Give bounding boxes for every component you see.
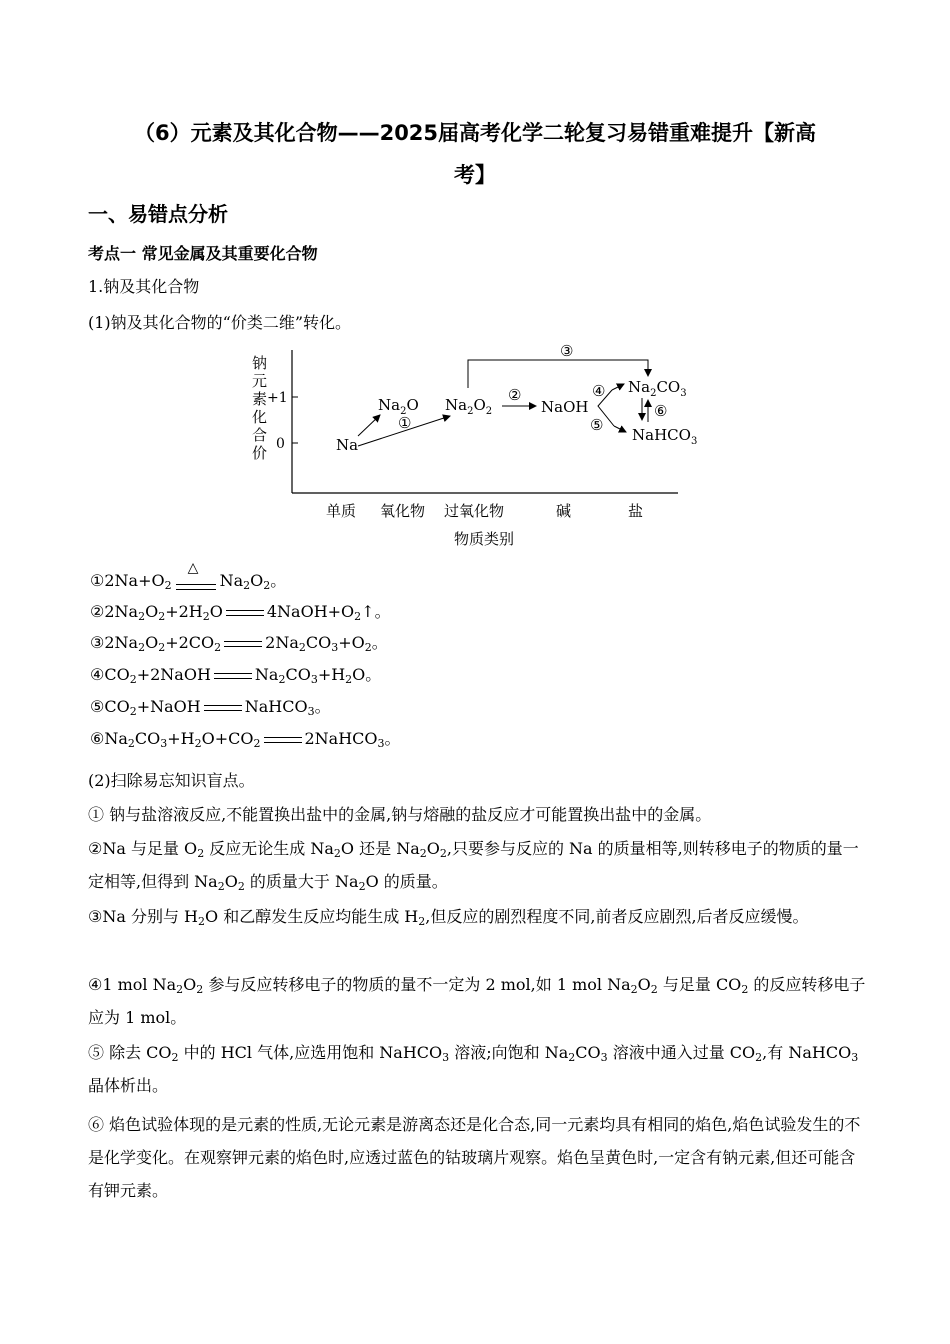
step-2: ② [508,386,522,404]
svg-text:钠元素化合价 [252,354,267,462]
subheading-valence-diagram: (1)钠及其化合物的“价类二维”转化。 [88,313,352,332]
section-heading: 一、易错点分析 [88,202,228,226]
tick-plus1: +1 [267,390,288,406]
valence-class-diagram [240,340,720,555]
note-2: ②Na 与足量 $O_2$ 反应无论生成 $Na_2O$ 还是 $Na_2O_2$,只要参与反应的 Na 的质量相等,则转移电子的物质的量一定相等,但得到 $Na_2O_2$ 的质量大于 $Na_2O$ 的质量。 [88,839,859,893]
category-label: 氧化物 [380,502,426,520]
note-5: ⑤ 除去 $CO_2$ 中的 HCl 气体,应选用饱和 NaHCO$_3$ 溶液;向饱和 $Na_2CO_3$ 溶液中通入过量 $CO_2$,有 NaHCO$_3$ 晶体析出。 [88,1043,859,1095]
equation-6: $⑥Na_2CO_3+H_2O+CO_2$ 2NaHCO$_3$。 [90,729,401,750]
step-5: ⑤ [590,416,604,434]
y-axis-label-char: 钠 [252,354,268,372]
note-4: ④1 mol $Na_2O_2$ 参与反应转移电子的物质的量不一定为 2 mol,如 1 mol $Na_2O_2$ 与足量 $CO_2$ 的反应转移电子应为 1 mol。 [88,975,866,1027]
equation-3: $③2Na_2O_2+2CO_2$ $2Na_2CO_3+O_2$。 [90,633,388,654]
step-1: ① [398,414,412,432]
category-label: 过氧化物 [444,502,505,520]
equation-5: $⑤CO_2+NaOH$ NaHCO$_3$。 [90,697,331,718]
y-axis-label-char: 合 [252,426,268,444]
species-na2o: $Na_2O$ [378,396,419,417]
step-6: ⑥ [654,402,668,420]
note-1: ① 钠与盐溶液反应,不能置换出盐中的金属,钠与熔融的盐反应才可能置换出盐中的金属。 [88,805,712,824]
y-axis-label-char: 素 [252,390,268,408]
point-heading: 考点一 常见金属及其重要化合物 [88,244,318,263]
equation-1: $①2Na+O_2$ △ $Na_2O_2$。 [90,559,287,592]
category-label: 盐 [628,502,644,520]
note-3: ③Na 分别与 $H_2O$ 和乙醇发生反应均能生成 $H_2$,但反应的剧烈程度不同,前者反应剧烈,后者反应缓慢。 [88,907,809,928]
species-na2o2: $Na_2O_2$ [445,396,493,417]
species-naoh: NaOH [541,398,589,416]
step-4: ④ [592,382,606,400]
species-nahco3: NaHCO$_3$ [632,426,698,447]
category-label: 碱 [556,502,572,520]
tick-zero: 0 [276,436,285,452]
species-na2co3: $Na_2CO_3$ [628,378,687,399]
subheading-sodium: 1.钠及其化合物 [88,277,200,296]
category-label: 单质 [326,502,357,520]
y-axis-label-char: 价 [252,444,268,462]
y-axis-label-char: 化 [252,408,268,426]
equation-4: $④CO_2+2NaOH$ $Na_2CO_3+H_2O$。 [90,665,382,686]
document-title: （6）元素及其化合物——2025届高考化学二轮复习易错重难提升【新高 考】 [133,121,817,187]
y-axis-label [252,354,267,462]
equation-2: $②2Na_2O_2+2H_2O$ $4NaOH+O_2↑$。 [90,602,391,623]
arrow-na2o2-na2co3 [468,360,648,388]
arrow-na-na2o [358,415,380,436]
note-6: ⑥ 焰色试验体现的是元素的性质,无论元素是游离态还是化合态,同一元素均具有相同的焰色,焰色试验发生的不是化学变化。在观察钾元素的焰色时,应透过蓝色的钴玻璃片观察。焰色呈黄色时,一定含有钠元素,但还可能含有钾元素。 [88,1115,861,1200]
x-axis-label: 物质类别 [454,530,515,548]
species-na: Na [336,436,359,454]
subheading-knowledge: (2)扫除易忘知识盲点。 [88,771,255,790]
step-3: ③ [560,342,574,360]
y-axis-label-char: 元 [252,372,268,390]
